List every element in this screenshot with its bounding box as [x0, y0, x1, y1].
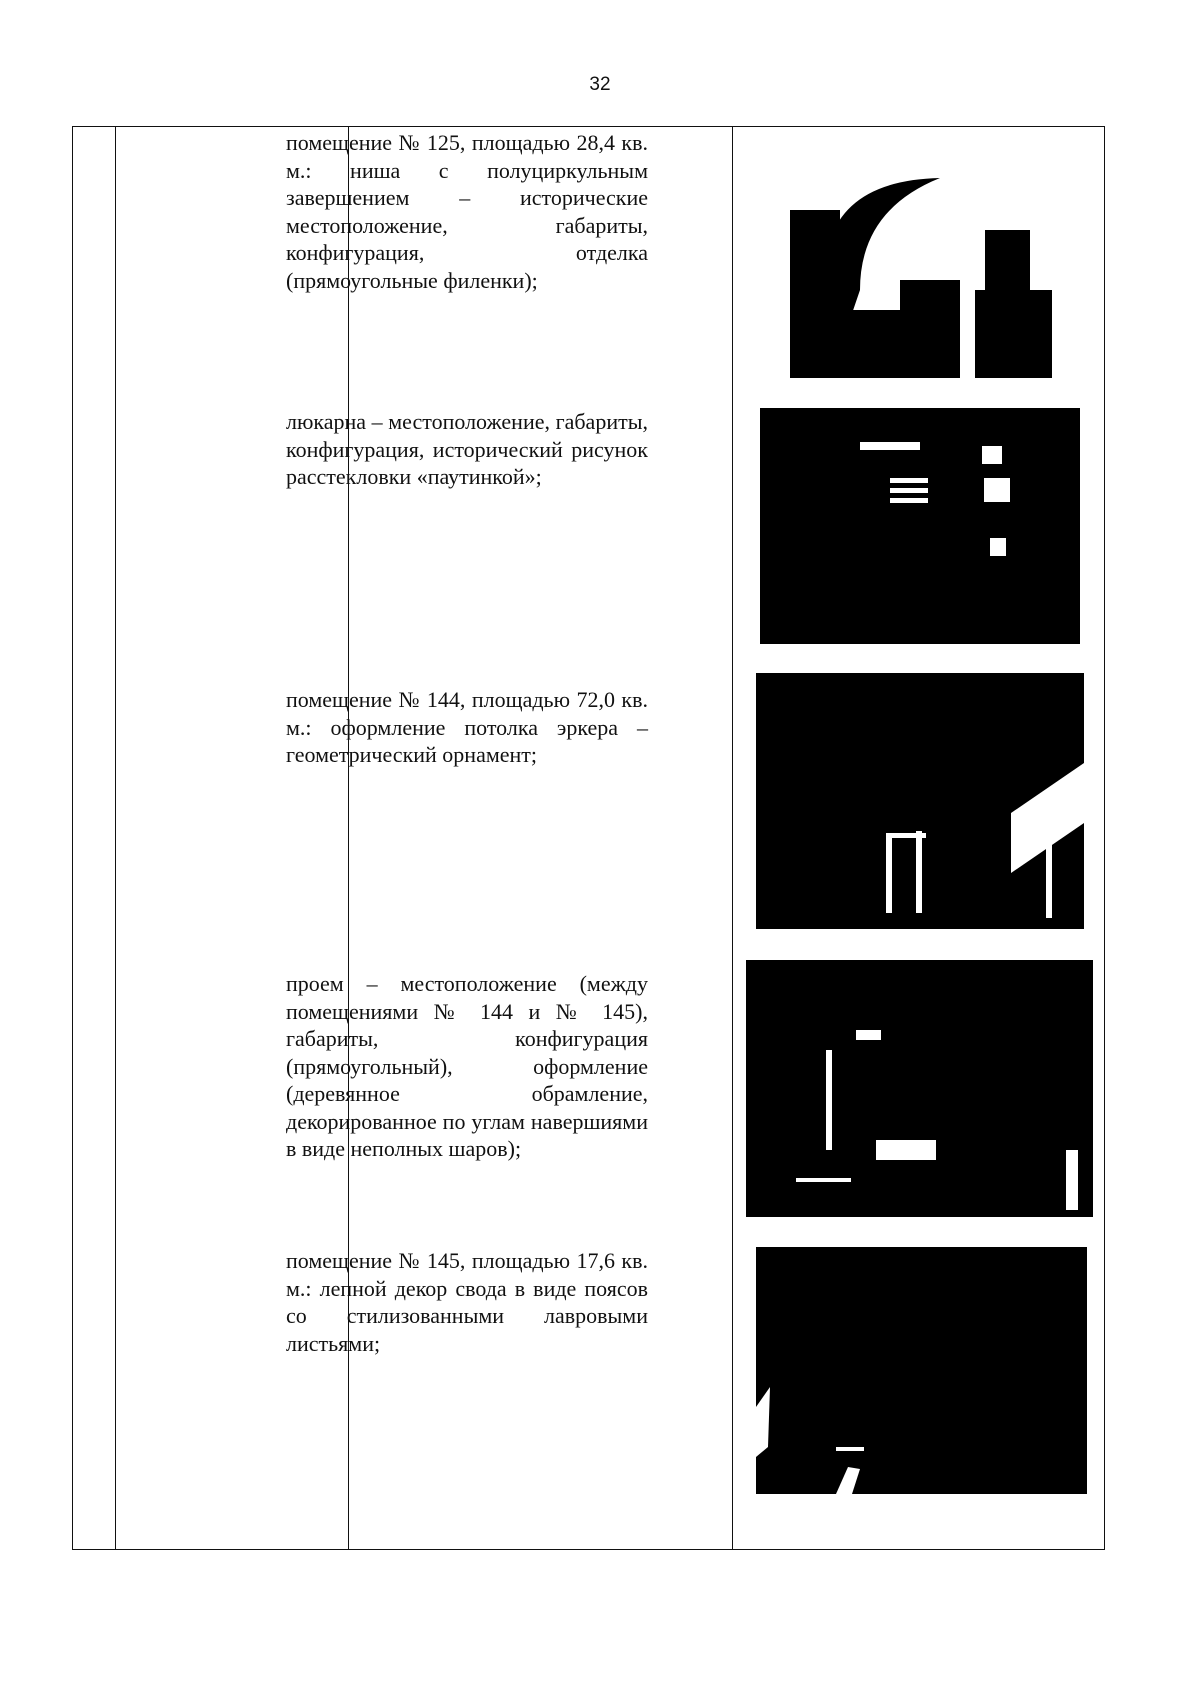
column-divider [732, 127, 733, 1549]
photo-bay-ceiling [756, 673, 1084, 929]
page-number: 32 [589, 74, 611, 95]
column-divider [115, 127, 116, 1549]
entry-description: помещение № 145, площадью 17,6 кв. м.: лепной декор свода в виде поясов со стилизованными лавровыми листьями; [286, 1248, 648, 1356]
photo-vault-decor [756, 1247, 1087, 1494]
photo-lucarne [760, 408, 1080, 644]
entry-description: люкарна – местоположение, габариты, конфигурация, исторический рисунок расстекловки «паутинкой»; [286, 409, 648, 489]
entry-description: помещение № 144, площадью 72,0 кв. м.: оформление потолка эркера – геометрический орнамент; [286, 687, 648, 767]
photo-niche [790, 170, 1052, 378]
entry-description: проем – местоположение (между помещениями № 144 и № 145), габариты, конфигурация (прямоугольный), оформление (деревянное обрамление, декорированное по углам навершиями в виде неполных шаров); [286, 971, 648, 1161]
photo-doorway [746, 960, 1093, 1217]
entry-description: помещение № 125, площадью 28,4 кв. м.: ниша с полуциркульным завершением – исторические местоположение, габариты, конфигурация, отделка (прямоугольные филенки); [286, 130, 648, 293]
